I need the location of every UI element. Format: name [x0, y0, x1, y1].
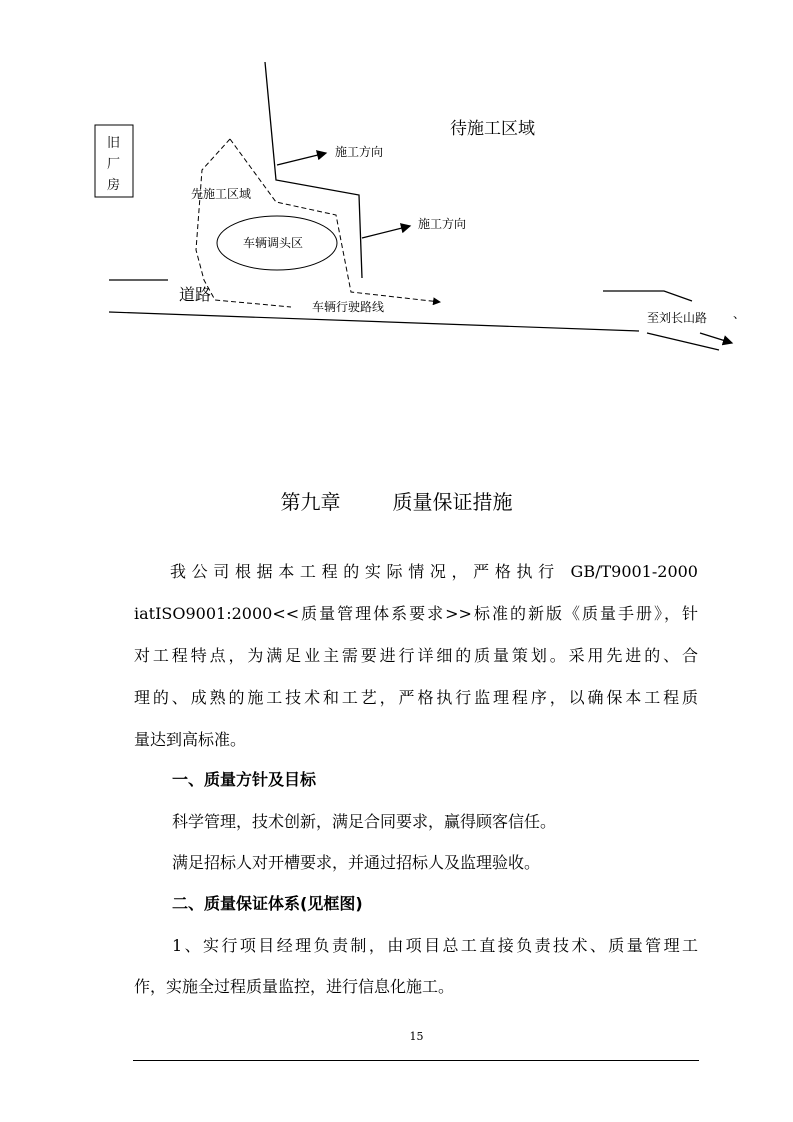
chapter-title: [0, 486, 793, 515]
site-layout-diagram: [0, 0, 793, 400]
turnaround-label: 车辆调头区: [243, 236, 304, 250]
direction-label-1: 施工方向: [335, 145, 384, 159]
section1-line-2: 满足招标人对开槽要求，并通过招标人及监理验收。: [172, 853, 541, 872]
footer-divider: [133, 1060, 699, 1061]
vehicle-route-label: 车辆行驶路线: [312, 300, 385, 314]
tick-mark: 、: [733, 307, 746, 321]
to-road-arrow: [700, 333, 732, 343]
direction-label-2: 施工方向: [418, 217, 467, 231]
intro-line-1: 我公司根据本工程的实际情况，严格执行 GB/T9001-2000: [170, 562, 698, 581]
direction-arrow-2: [362, 226, 410, 238]
page-number: 15: [409, 1030, 424, 1043]
vehicle-route-right: [230, 139, 440, 302]
pending-area-label: 待施工区域: [450, 119, 535, 139]
intro-line-5: 量达到高标准。: [134, 730, 247, 749]
old-factory-label-2: 厂: [107, 157, 121, 172]
road-label: 道路: [179, 285, 212, 304]
first-area-label: 先施工区域: [191, 187, 252, 201]
intro-line-2: iatISO9001:2000<<质量管理体系要求>>标准的新版《质量手册》，针: [134, 604, 698, 623]
section2-line-2: 作，实施全过程质量监控，进行信息化施工。: [134, 977, 455, 996]
section1-line-1: 科学管理，技术创新，满足合同要求，赢得顾客信任。: [172, 812, 557, 831]
section2-heading: 二、质量保证体系(见框图): [172, 894, 363, 913]
old-factory-label-3: 房: [107, 178, 121, 193]
to-road-label: 至刘长山路: [647, 311, 708, 325]
intro-line-4: 理的、成熟的施工技术和工艺，严格执行监理程序，以确保本工程质: [134, 688, 698, 707]
section1-heading: 一、质量方针及目标: [172, 770, 317, 789]
chapter-heading: 质量保证措施: [392, 490, 513, 514]
chapter-number: 第九章: [280, 490, 341, 514]
direction-arrow-1: [277, 153, 326, 165]
old-factory-label-1: 旧: [107, 136, 121, 151]
section2-line-1: 1、实行项目经理负责制，由项目总工直接负责技术、质量管理工: [172, 936, 698, 955]
intro-line-3: 对工程特点，为满足业主需要进行详细的质量策划。采用先进的、合: [134, 646, 698, 665]
side-road-top: [603, 291, 692, 301]
